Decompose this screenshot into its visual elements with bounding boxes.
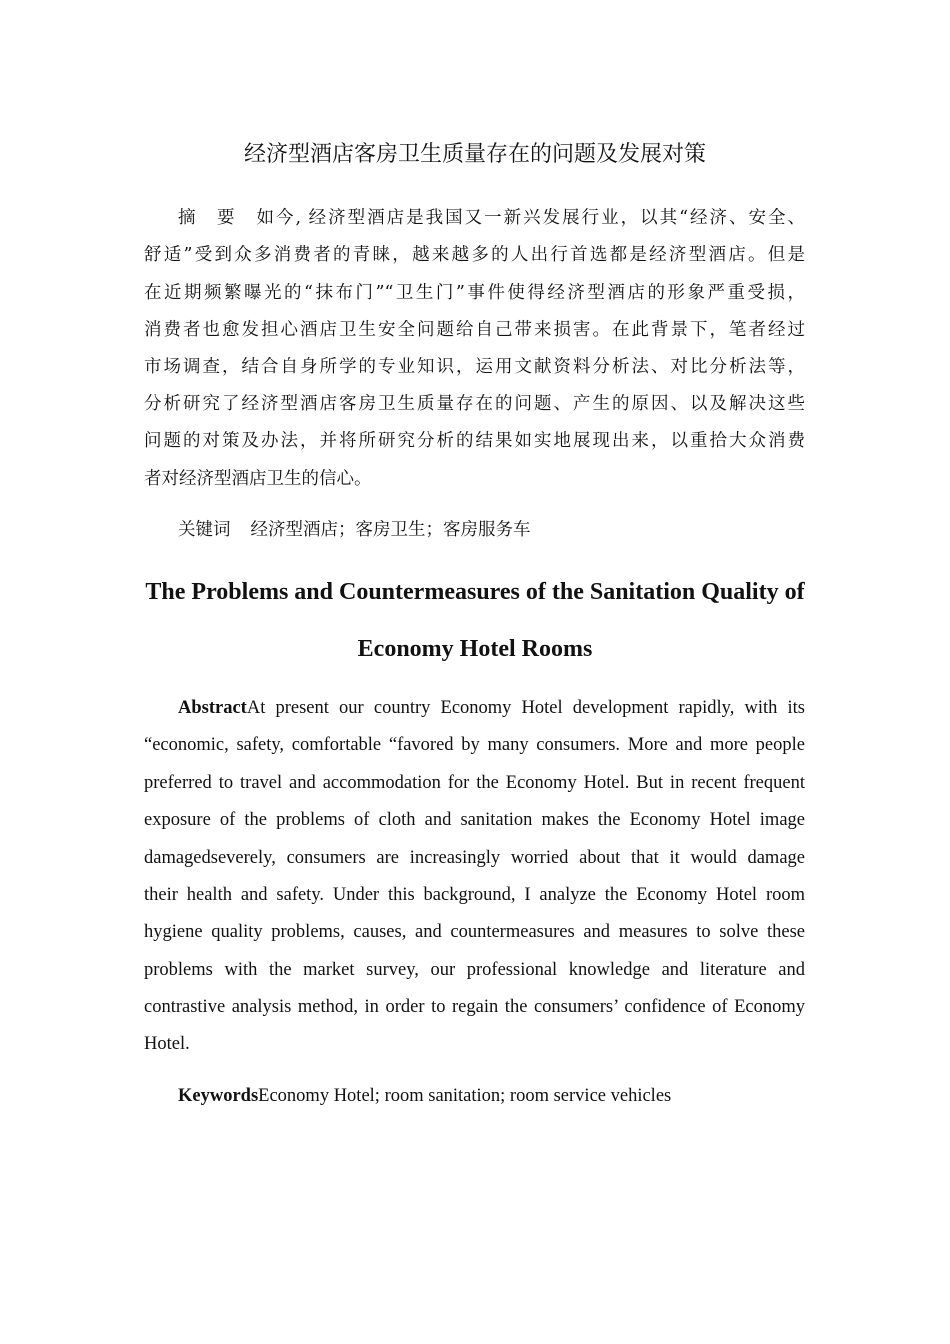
abstract-line: exposure of the problems of cloth and sanitation makes the Economy Hotel image — [144, 810, 805, 830]
abstract-line: 者对经济型酒店卫生的信心。 — [144, 469, 372, 489]
abstract-line: 舒适”受到众多消费者的青睐，越来越多的人出行首选都是经济型酒店。但是 — [144, 245, 805, 265]
abstract-line: 消费者也愈发担心酒店卫生安全问题给自己带来损害。在此背景下，笔者经过 — [144, 320, 805, 340]
keywords-label: Keywords — [178, 1086, 259, 1106]
chinese-title: 经济型酒店客房卫生质量存在的问题及发展对策 — [243, 142, 706, 167]
abstract-line: 摘 要 如今, 经济型酒店是我国又一新兴发展行业，以其“经济、安全、 — [178, 208, 805, 228]
abstract-line: damagedseverely, consumers are increasingly worried about that it would damage — [144, 848, 805, 868]
abstract-line: contrastive analysis method, in order to regain the consumers’ confidence of Economy — [144, 997, 805, 1017]
keywords-label: 关键词 — [178, 520, 231, 540]
abstract-line: AbstractAt present our country Economy Hotel development rapidly, with its — [178, 698, 805, 718]
abstract-line: 问题的对策及办法，并将所研究分析的结果如实地展现出来，以重拾大众消费 — [144, 431, 805, 451]
abstract-line: 分析研究了经济型酒店客房卫生质量存在的问题、产生的原因、以及解决这些 — [144, 394, 805, 414]
abstract-line: problems with the market survey, our professional knowledge and literature and — [144, 960, 805, 980]
abstract-label: 摘 要 — [178, 208, 237, 228]
abstract-line: 市场调查，结合自身所学的专业知识，运用文献资料分析法、对比分析法等， — [144, 357, 805, 377]
abstract-line: “economic, safety, comfortable “favored by many consumers. More and more people — [144, 735, 805, 755]
abstract-line: their health and safety. Under this background, I analyze the Economy Hotel room — [144, 885, 805, 905]
abstract-line: Hotel. — [144, 1034, 190, 1054]
abstract-line: preferred to travel and accommodation for the Economy Hotel. But in recent frequent — [144, 773, 805, 793]
abstract-line: 在近期频繁曝光的“抹布门”“卫生门”事件使得经济型酒店的形象严重受损， — [144, 283, 805, 303]
english-title-line: The Problems and Countermeasures of the Sanitation Quality of — [145, 579, 805, 605]
english-title-line: Economy Hotel Rooms — [357, 636, 593, 662]
abstract-label: Abstract — [178, 698, 247, 718]
chinese-keywords: 关键词 经济型酒店；客房卫生；客房服务车 — [178, 520, 531, 540]
abstract-line: hygiene quality problems, causes, and countermeasures and measures to solve these — [144, 922, 805, 942]
english-keywords: KeywordsEconomy Hotel; room sanitation; room service vehicles — [178, 1086, 672, 1106]
